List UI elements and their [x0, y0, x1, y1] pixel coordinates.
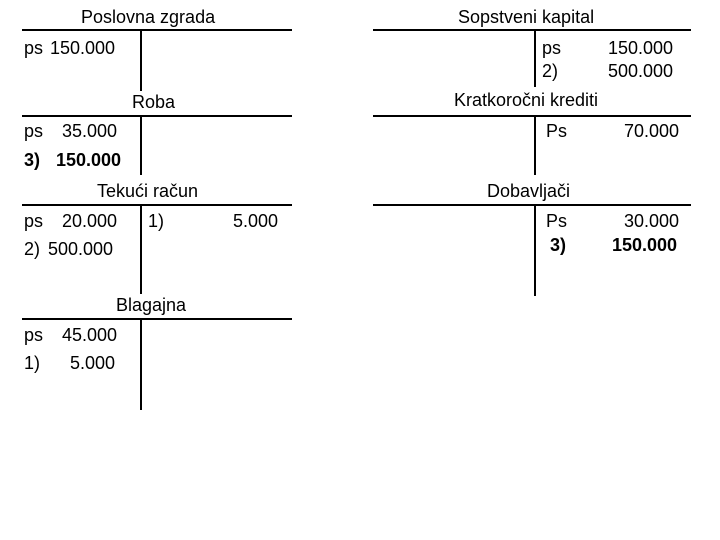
- credit-entry-label: ps: [542, 38, 562, 58]
- debit-entry-amount: 500.000: [48, 239, 114, 259]
- debit-entry-amount: 150.000: [56, 150, 122, 170]
- debit-entry-label: ps: [24, 121, 44, 141]
- t-account-horizontal-line: [22, 29, 292, 31]
- credit-entry-label: Ps: [546, 211, 568, 231]
- t-account-vertical-line: [140, 204, 142, 294]
- credit-entry-amount: 150.000: [608, 38, 674, 58]
- t-account-vertical-line: [534, 115, 536, 175]
- debit-entry-label: ps: [24, 211, 44, 231]
- t-account-horizontal-line: [373, 29, 691, 31]
- debit-entry-label: ps: [24, 325, 44, 345]
- account-title: Poslovna zgrada: [81, 7, 216, 27]
- debit-entry-amount: 35.000: [62, 121, 118, 141]
- credit-entry-label: 2): [542, 61, 559, 81]
- debit-entry-amount: 150.000: [50, 38, 116, 58]
- credit-entry-amount: 70.000: [624, 121, 680, 141]
- debit-entry-label: 2): [24, 239, 41, 259]
- account-title: Roba: [132, 92, 176, 112]
- account-title: Blagajna: [116, 295, 187, 315]
- debit-entry-label: ps: [24, 38, 44, 58]
- debit-entry-label: 3): [24, 150, 41, 170]
- account-title: Dobavljači: [487, 181, 571, 201]
- t-account-vertical-line: [534, 204, 536, 296]
- t-account-vertical-line: [140, 115, 142, 175]
- credit-entry-amount: 30.000: [624, 211, 680, 231]
- t-account-horizontal-line: [22, 318, 292, 320]
- debit-entry-amount: 45.000: [62, 325, 118, 345]
- account-title: Sopstveni kapital: [458, 7, 595, 27]
- credit-entry-amount: 500.000: [608, 61, 674, 81]
- debit-entry-label: 1): [24, 353, 41, 373]
- credit-entry-label: 3): [550, 235, 567, 255]
- credit-entry-amount: 5.000: [233, 211, 279, 231]
- t-account-horizontal-line: [22, 204, 292, 206]
- t-account-vertical-line: [140, 29, 142, 91]
- t-account-horizontal-line: [373, 204, 691, 206]
- debit-entry-amount: 20.000: [62, 211, 118, 231]
- credit-entry-label: Ps: [546, 121, 568, 141]
- debit-entry-amount: 5.000: [70, 353, 116, 373]
- t-account-vertical-line: [534, 29, 536, 87]
- t-account-vertical-line: [140, 318, 142, 410]
- credit-entry-label: 1): [148, 211, 165, 231]
- t-account-horizontal-line: [22, 115, 292, 117]
- credit-entry-amount: 150.000: [612, 235, 678, 255]
- account-title: Kratkoročni krediti: [454, 90, 599, 110]
- account-title: Tekući račun: [97, 181, 199, 201]
- t-account-horizontal-line: [373, 115, 691, 117]
